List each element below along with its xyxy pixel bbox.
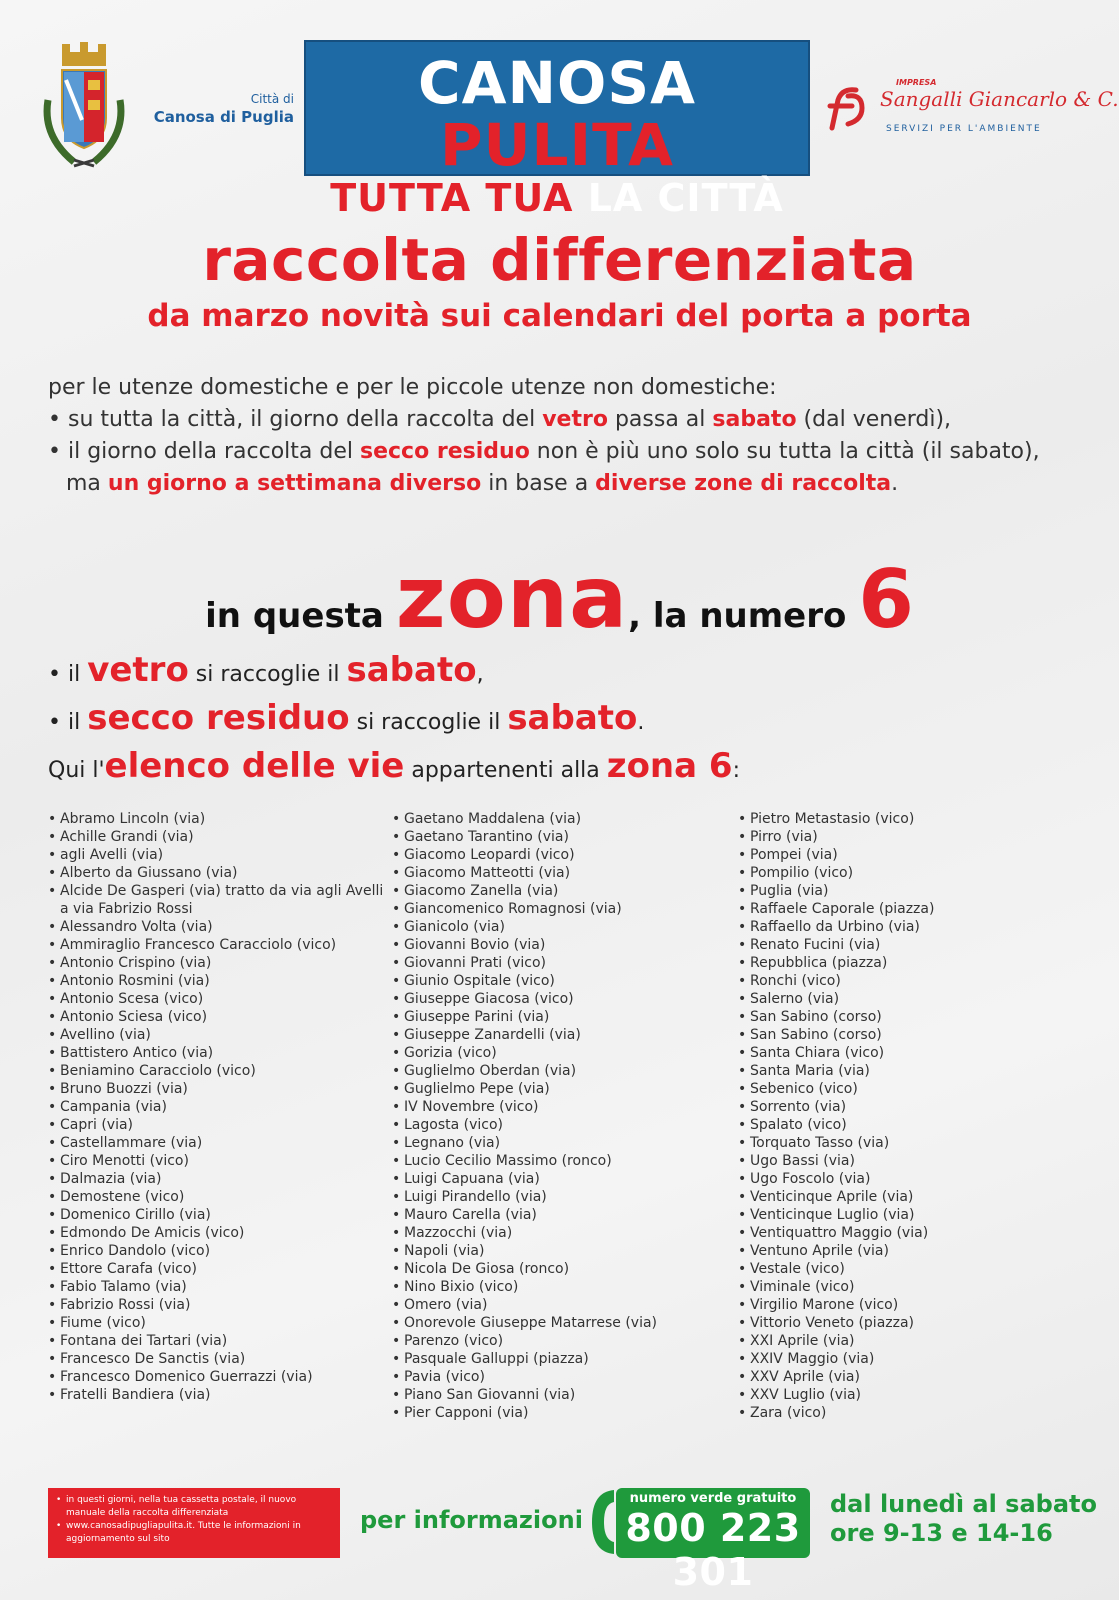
street-item: • Battistero Antico (via): [48, 1044, 388, 1062]
banner-pulita: PULITA: [439, 111, 675, 179]
street-item: • Giovanni Prati (vico): [392, 954, 732, 972]
street-column-2: [392, 810, 732, 1422]
street-item: • Enrico Dandolo (vico): [48, 1242, 388, 1260]
street-item: • Pompilio (vico): [738, 864, 1078, 882]
street-item: • Alcide De Gasperi (via) tratto da via agli Avelli a via Fabrizio Rossi: [48, 882, 388, 918]
zone-number: 6: [858, 553, 914, 646]
street-item: • Fiume (vico): [48, 1314, 388, 1332]
street-item: • Parenzo (vico): [392, 1332, 732, 1350]
street-item: • Avellino (via): [48, 1026, 388, 1044]
street-item: • Santa Chiara (vico): [738, 1044, 1078, 1062]
phone-number[interactable]: 800 223 301: [625, 1506, 801, 1594]
street-item: • Venticinque Luglio (via): [738, 1206, 1078, 1224]
street-item: • Omero (via): [392, 1296, 732, 1314]
rule-vetro: • il vetro si raccoglie il sabato,: [48, 650, 484, 690]
street-item: • Spalato (vico): [738, 1116, 1078, 1134]
banner-tutta-tua: TUTTA TUA: [330, 176, 588, 220]
street-item: • Zara (vico): [738, 1404, 1078, 1422]
street-item: • Venticinque Aprile (via): [738, 1188, 1078, 1206]
company-tagline: SERVIZI PER L'AMBIENTE: [886, 124, 1042, 134]
street-item: • Pirro (via): [738, 828, 1078, 846]
street-item: • Mazzocchi (via): [392, 1224, 732, 1242]
street-item: • Nino Bixio (vico): [392, 1278, 732, 1296]
street-item: • Antonio Rosmini (via): [48, 972, 388, 990]
street-item: • Lagosta (vico): [392, 1116, 732, 1134]
street-item: • Torquato Tasso (via): [738, 1134, 1078, 1152]
street-item: • Giuseppe Zanardelli (via): [392, 1026, 732, 1044]
street-item: • Viminale (vico): [738, 1278, 1078, 1296]
street-item: • Puglia (via): [738, 882, 1078, 900]
banner-canosa: CANOSA: [418, 49, 696, 117]
street-item: • Dalmazia (via): [48, 1170, 388, 1188]
street-item: • Ugo Foscolo (via): [738, 1170, 1078, 1188]
street-item: • Capri (via): [48, 1116, 388, 1134]
street-item: • Domenico Cirillo (via): [48, 1206, 388, 1224]
street-item: • Mauro Carella (via): [392, 1206, 732, 1224]
toll-free-label: numero verde gratuito: [629, 1491, 797, 1506]
street-item: • Luigi Pirandello (via): [392, 1188, 732, 1206]
sangalli-logo-icon: [822, 84, 870, 132]
hours-days: dal lunedì al sabato: [830, 1490, 1097, 1518]
street-column-1: [48, 810, 388, 1404]
street-item: • Demostene (vico): [48, 1188, 388, 1206]
street-item: • Giuseppe Parini (via): [392, 1008, 732, 1026]
banner-line-2: [306, 176, 808, 220]
street-item: • Sorrento (via): [738, 1098, 1078, 1116]
city-name: Canosa di Puglia: [153, 108, 294, 126]
street-column-3: [738, 810, 1078, 1422]
footer-note: [48, 1488, 340, 1558]
street-item: • Achille Grandi (via): [48, 828, 388, 846]
street-item: • Guglielmo Pepe (via): [392, 1080, 732, 1098]
page-subtitle: da marzo novità sui calendari del porta a porta: [147, 298, 972, 334]
street-item: • XXV Aprile (via): [738, 1368, 1078, 1386]
banner-la-citta: LA CITTÀ: [587, 176, 784, 220]
street-item: • Gorizia (vico): [392, 1044, 732, 1062]
street-item: • Gaetano Tarantino (via): [392, 828, 732, 846]
intro-text: [48, 372, 1078, 500]
street-item: • Sebenico (vico): [738, 1080, 1078, 1098]
street-item: • Pier Capponi (via): [392, 1404, 732, 1422]
street-item: • Napoli (via): [392, 1242, 732, 1260]
street-item: • Francesco Domenico Guerrazzi (via): [48, 1368, 388, 1386]
street-item: • Campania (via): [48, 1098, 388, 1116]
street-item: • Antonio Sciesa (vico): [48, 1008, 388, 1026]
street-item: • Onorevole Giuseppe Matarrese (via): [392, 1314, 732, 1332]
street-item: • Pietro Metastasio (vico): [738, 810, 1078, 828]
company-logo-block: [822, 78, 1119, 138]
street-item: • Raffaele Caporale (piazza): [738, 900, 1078, 918]
street-item: • Salerno (via): [738, 990, 1078, 1008]
street-item: • Guglielmo Oberdan (via): [392, 1062, 732, 1080]
street-item: • Antonio Crispino (via): [48, 954, 388, 972]
street-item: • Raffaello da Urbino (via): [738, 918, 1078, 936]
company-name: Sangalli Giancarlo & C.: [880, 87, 1119, 111]
company-impresa: IMPRESA: [896, 78, 937, 87]
street-item: • Renato Fucini (via): [738, 936, 1078, 954]
street-item: • XXI Aprile (via): [738, 1332, 1078, 1350]
street-item: • Edmondo De Amicis (vico): [48, 1224, 388, 1242]
street-item: • Beniamino Caracciolo (vico): [48, 1062, 388, 1080]
info-label: per informazioni: [360, 1506, 583, 1534]
city-crest-icon: [34, 40, 134, 176]
street-item: • Ventiquattro Maggio (via): [738, 1224, 1078, 1242]
street-item: • Castellammare (via): [48, 1134, 388, 1152]
street-item: • Luigi Capuana (via): [392, 1170, 732, 1188]
street-item: • Virgilio Marone (vico): [738, 1296, 1078, 1314]
street-item: • Alberto da Giussano (via): [48, 864, 388, 882]
street-item: • Pavia (vico): [392, 1368, 732, 1386]
hours-times: ore 9-13 e 14-16: [830, 1519, 1053, 1547]
zone-heading: [0, 548, 1119, 648]
street-item: • IV Novembre (vico): [392, 1098, 732, 1116]
street-item: • Giuseppe Giacosa (vico): [392, 990, 732, 1008]
street-list: [48, 810, 1088, 1420]
opening-hours: [830, 1490, 1097, 1548]
canosa-pulita-banner: [304, 40, 810, 220]
street-item: • XXIV Maggio (via): [738, 1350, 1078, 1368]
street-item: • Giacomo Leopardi (vico): [392, 846, 732, 864]
city-label: [140, 92, 294, 126]
street-item: • Piano San Giovanni (via): [392, 1386, 732, 1404]
street-item: • Pasquale Galluppi (piazza): [392, 1350, 732, 1368]
zone-rules: [48, 646, 740, 790]
street-item: • Alessandro Volta (via): [48, 918, 388, 936]
rule-secco: • il secco residuo si raccoglie il sabato.: [48, 698, 645, 738]
zone-heading-word: zona: [395, 548, 629, 648]
city-small-label: Città di: [250, 92, 294, 106]
street-item: • Ammiraglio Francesco Caracciolo (vico): [48, 936, 388, 954]
intro-line: per le utenze domestiche e per le piccole utenze non domestiche:: [48, 375, 777, 400]
street-item: • Santa Maria (via): [738, 1062, 1078, 1080]
phone-handset-icon: [586, 1486, 620, 1558]
street-item: • Ugo Bassi (via): [738, 1152, 1078, 1170]
street-item: • Ettore Carafa (vico): [48, 1260, 388, 1278]
street-item: • Giacomo Zanella (via): [392, 882, 732, 900]
street-item: • XXV Luglio (via): [738, 1386, 1078, 1404]
street-item: • Giovanni Bovio (via): [392, 936, 732, 954]
street-item: • San Sabino (corso): [738, 1026, 1078, 1044]
street-item: • Vittorio Veneto (piazza): [738, 1314, 1078, 1332]
intro-bullet-secco: • il giorno della raccolta del secco residuo non è più uno solo su tutta la città (il sabato), ma un giorno a settimana diverso in base a diverse zone di raccolta.: [48, 439, 1040, 496]
street-item: • Vestale (vico): [738, 1260, 1078, 1278]
zone-heading-mid: , la numero: [628, 596, 859, 636]
zone-heading-pre: in questa: [205, 596, 396, 636]
street-item: • Lucio Cecilio Massimo (ronco): [392, 1152, 732, 1170]
street-item: • San Sabino (corso): [738, 1008, 1078, 1026]
rule-elenco: Qui l'elenco delle vie appartenenti alla zona 6:: [48, 746, 740, 786]
street-item: • Francesco De Sanctis (via): [48, 1350, 388, 1368]
street-item: • Nicola De Giosa (ronco): [392, 1260, 732, 1278]
street-item: • Pompei (via): [738, 846, 1078, 864]
intro-bullet-vetro: • su tutta la città, il giorno della raccolta del vetro passa al sabato (dal venerdì),: [48, 407, 952, 432]
street-item: • Repubblica (piazza): [738, 954, 1078, 972]
street-item: • Fontana dei Tartari (via): [48, 1332, 388, 1350]
street-item: • Gaetano Maddalena (via): [392, 810, 732, 828]
street-item: • Fabrizio Rossi (via): [48, 1296, 388, 1314]
street-item: • Ventuno Aprile (via): [738, 1242, 1078, 1260]
street-item: • Ciro Menotti (vico): [48, 1152, 388, 1170]
street-item: • Giacomo Matteotti (via): [392, 864, 732, 882]
toll-free-number[interactable]: [616, 1488, 810, 1594]
street-item: • Antonio Scesa (vico): [48, 990, 388, 1008]
street-item: • agli Avelli (via): [48, 846, 388, 864]
street-item: • Fabio Talamo (via): [48, 1278, 388, 1296]
street-item: • Ronchi (vico): [738, 972, 1078, 990]
street-item: • Giancomenico Romagnosi (via): [392, 900, 732, 918]
street-item: • Gianicolo (via): [392, 918, 732, 936]
street-item: • Legnano (via): [392, 1134, 732, 1152]
footer-note-website: • www.canosadipugliapulita.it. Tutte le informazioni in aggiornamento sul sito: [56, 1520, 332, 1546]
street-item: • Giunio Ospitale (vico): [392, 972, 732, 990]
street-item: • Fratelli Bandiera (via): [48, 1386, 388, 1404]
page-title: raccolta differenziata: [202, 226, 917, 294]
street-item: • Abramo Lincoln (via): [48, 810, 388, 828]
banner-line-1: [306, 49, 808, 179]
footer-note-manual: • in questi giorni, nella tua cassetta postale, il nuovo manuale della raccolta differenziata: [56, 1494, 332, 1520]
street-item: • Bruno Buozzi (via): [48, 1080, 388, 1098]
